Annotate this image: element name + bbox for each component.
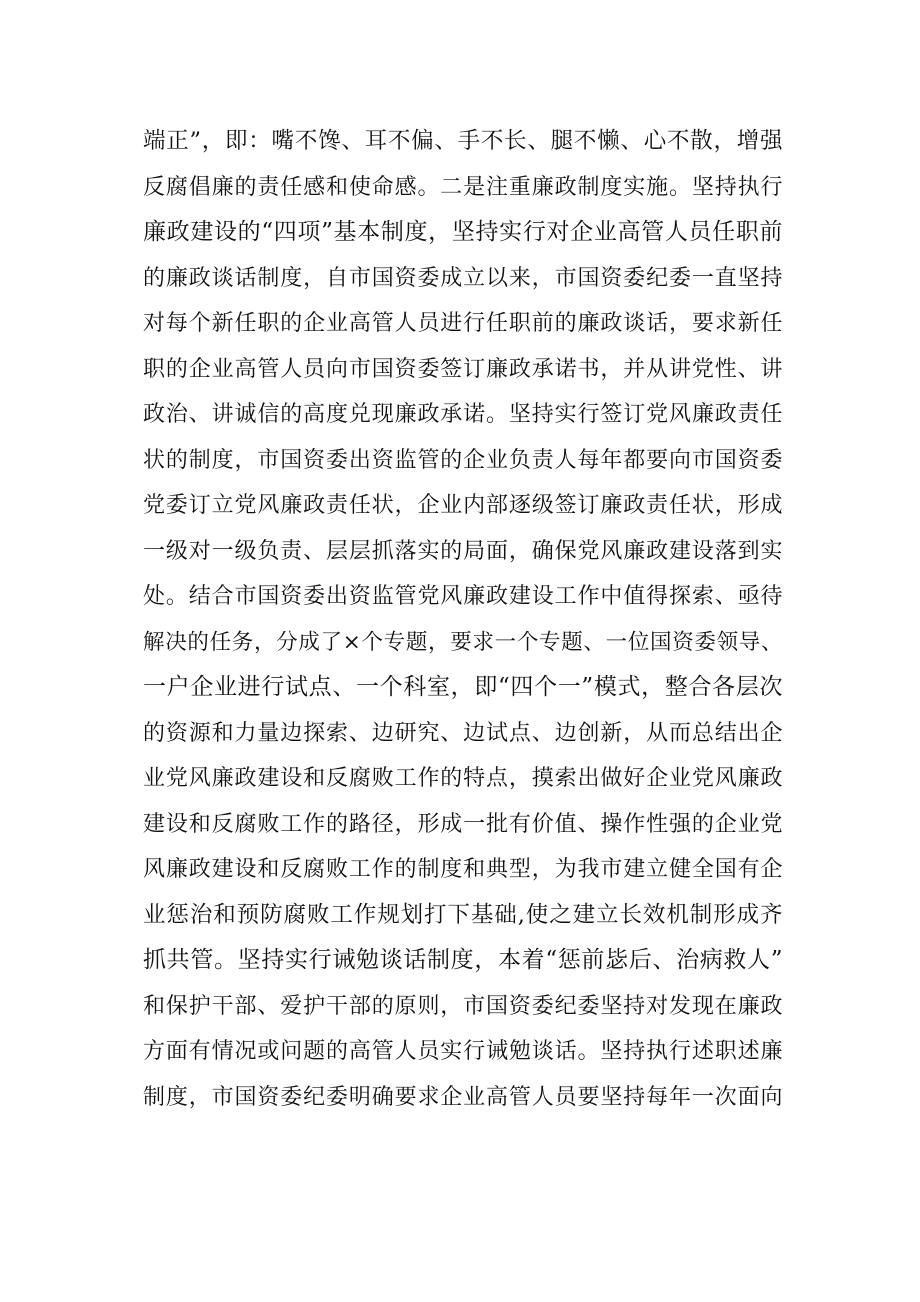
text-line: 端正”，即：嘴不馋、耳不偏、手不长、腿不懒、心不散，增强 — [143, 128, 783, 154]
text-line: 对每个新任职的企业高管人员进行任职前的廉政谈话，要求新任 — [143, 311, 783, 336]
text-line: 的廉政谈话制度，自市国资委成立以来，市国资委纪委一直坚持 — [143, 265, 783, 291]
text-line: 和保护干部、爱护干部的原则，市国资委纪委坚持对发现在廉政 — [143, 993, 783, 1019]
text-line: 方面有情况或问题的高管人员实行诫勉谈话。坚持执行述职述廉 — [143, 1039, 783, 1064]
text-line: 制度，市国资委纪委明确要求企业高管人员要坚持每年一次面向 — [143, 1084, 783, 1110]
text-line: 一户企业进行试点、一个科室，即“四个一”模式，整合各层次 — [143, 674, 783, 700]
text-line: 状的制度，市国资委出资监管的企业负责人每年都要向市国资委 — [143, 447, 783, 473]
text-line: 抓共管。坚持实行诫勉谈话制度，本着“惩前毖后、治病救人” — [143, 947, 783, 973]
text-line: 一级对一级负责、层层抓落实的局面，确保党风廉政建设落到实 — [143, 538, 783, 564]
text-line: 解决的任务，分成了×个专题，要求一个专题、一位国资委领导、 — [143, 629, 783, 655]
text-line: 的资源和力量边探索、边研究、边试点、边创新，从而总结出企 — [143, 720, 783, 746]
text-line: 业惩治和预防腐败工作规划打下基础,使之建立长效机制形成齐 — [143, 901, 783, 928]
text-line: 风廉政建设和反腐败工作的制度和典型，为我市建立健全国有企 — [143, 857, 783, 882]
text-line: 职的企业高管人员向市国资委签订廉政承诺书，并从讲党性、讲 — [143, 356, 783, 382]
text-line: 党委订立党风廉政责任状，企业内部逐级签订廉政责任状，形成 — [143, 493, 783, 518]
text-line: 廉政建设的“四项”基本制度，坚持实行对企业高管人员任职前 — [143, 219, 783, 245]
text-line: 业党风廉政建设和反腐败工作的特点，摸索出做好企业党风廉政 — [143, 766, 783, 791]
text-line: 建设和反腐败工作的路径，形成一批有价值、操作性强的企业党 — [143, 811, 783, 837]
body-text — [143, 119, 783, 1120]
text-line: 政治、讲诚信的高度兑现廉政承诺。坚持实行签订党风廉政责任 — [143, 402, 783, 427]
text-line: 反腐倡廉的责任感和使命感。二是注重廉政制度实施。坚持执行 — [143, 174, 783, 200]
text-line: 处。结合市国资委出资监管党风廉政建设工作中值得探索、亟待 — [143, 584, 783, 609]
